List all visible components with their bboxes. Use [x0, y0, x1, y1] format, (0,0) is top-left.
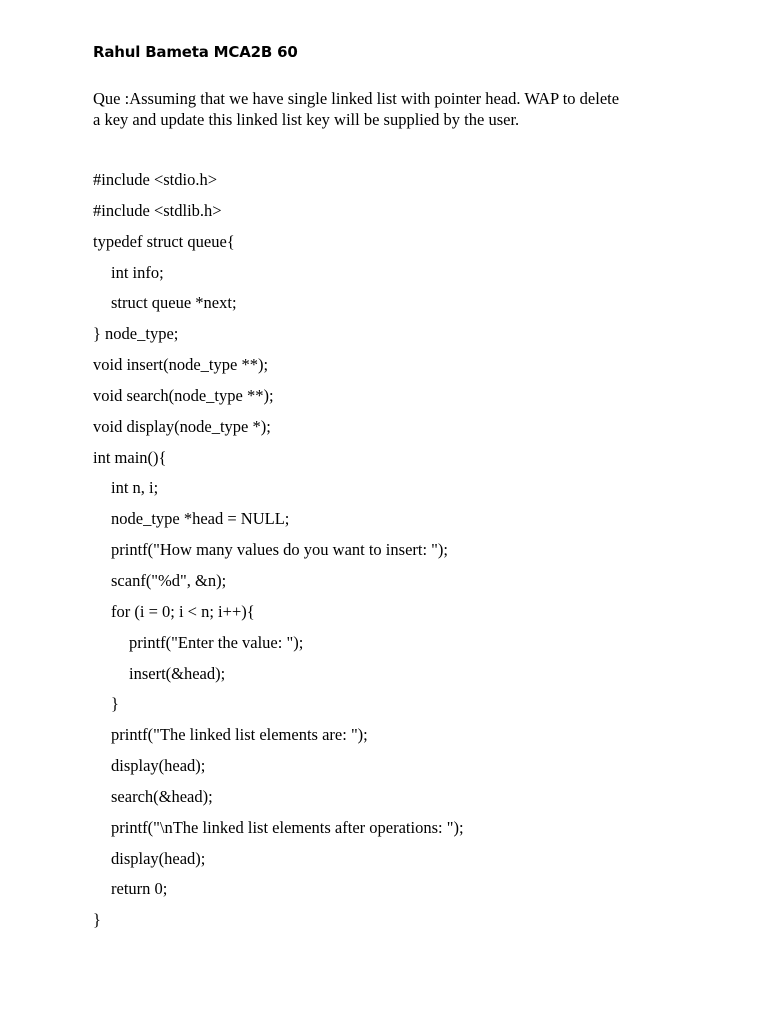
code-line: int n, i; [111, 478, 159, 498]
code-line: printf("\nThe linked list elements after operations: "); [111, 817, 464, 837]
code-line: printf("Enter the value: "); [129, 632, 304, 652]
code-line: return 0; [111, 879, 168, 899]
code-line: struct queue *next; [111, 293, 237, 313]
code-line: void insert(node_type **); [93, 355, 269, 375]
code-line: node_type *head = NULL; [111, 509, 290, 529]
author-heading: Rahul Bameta MCA2B 60 [93, 43, 298, 61]
code-line: int main(){ [93, 447, 167, 467]
code-line: #include <stdio.h> [93, 170, 218, 189]
code-line: typedef struct queue{ [93, 231, 235, 251]
code-line: scanf("%d", &n); [111, 570, 227, 590]
code-line: printf("How many values do you want to insert: "); [111, 540, 448, 560]
code-line: search(&head); [111, 786, 213, 806]
code-line: display(head); [111, 848, 206, 868]
question-line-2: a key and update this linked list key will be supplied by the user. [93, 110, 520, 129]
code-line: printf("The linked list elements are: "); [111, 725, 368, 745]
code-line: int info; [111, 262, 164, 282]
question-text [93, 88, 693, 130]
code-line: void display(node_type *); [93, 416, 271, 436]
code-block [93, 168, 464, 939]
code-line: } [93, 910, 101, 930]
question-line-1: Que :Assuming that we have single linked list with pointer head. WAP to delete [93, 89, 620, 108]
code-line: insert(&head); [129, 663, 226, 683]
code-line: for (i = 0; i < n; i++){ [111, 601, 255, 621]
code-line: } [111, 694, 119, 714]
code-line: } node_type; [93, 324, 179, 344]
code-line: #include <stdlib.h> [93, 200, 222, 220]
code-line: display(head); [111, 756, 206, 776]
code-line: void search(node_type **); [93, 385, 274, 405]
